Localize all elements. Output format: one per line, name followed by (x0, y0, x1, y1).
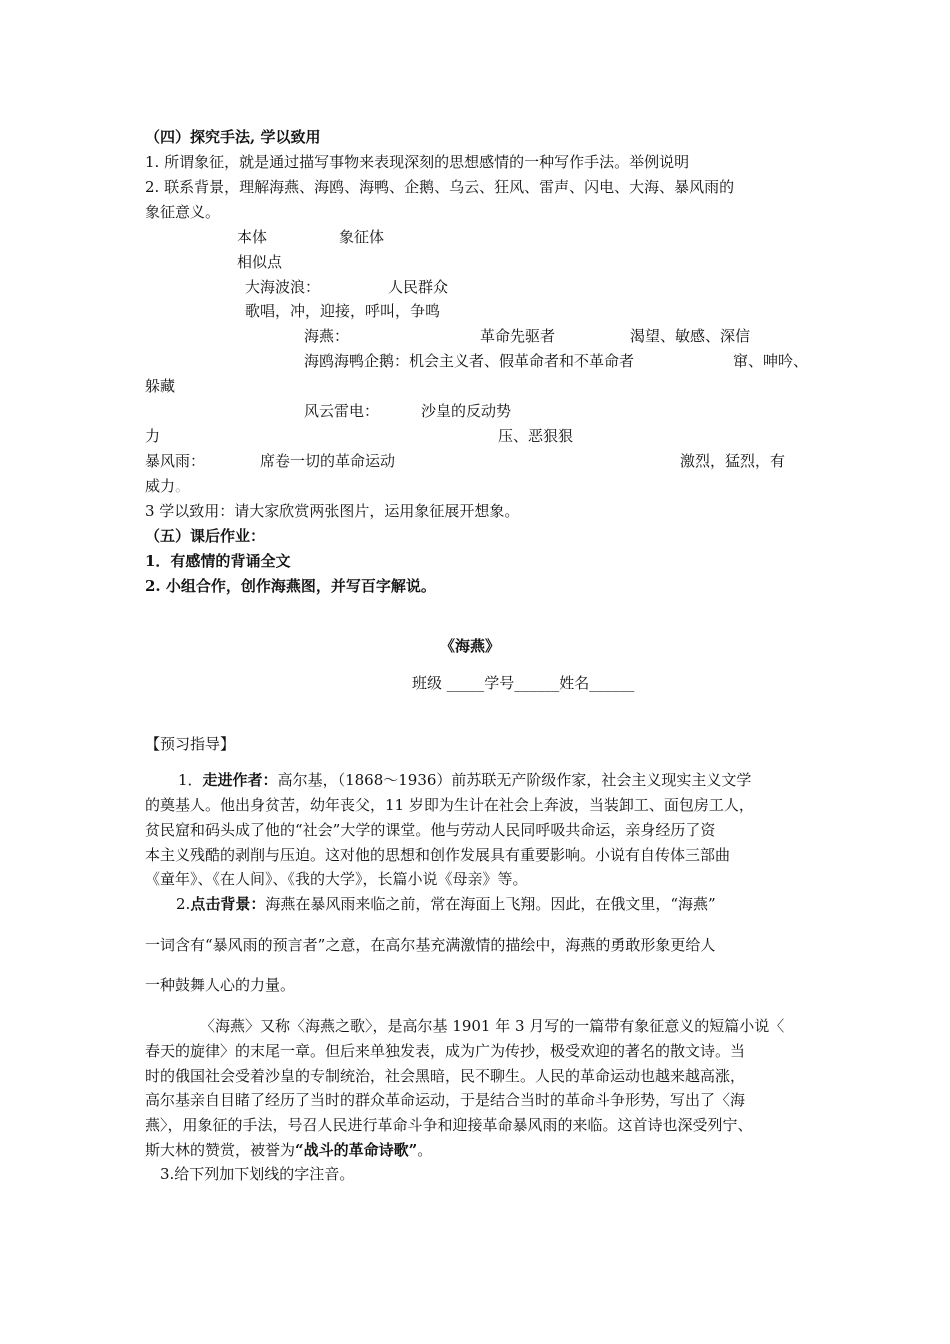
section5-heading: （五）课后作业： (145, 527, 266, 545)
section4-heading: （四）探究手法, 学以致用 (145, 128, 321, 146)
row2-similar: 渴望、敏感、深信 (630, 327, 751, 345)
preview-p1-num: 1． (178, 771, 203, 789)
preview-p3-line2: 春天的旋律〉的末尾一章。但后来单独发表，成为广为传抄，极受欢迎的著名的散文诗。当 (145, 1042, 746, 1060)
worksheet-title: 《海燕》 (440, 637, 501, 655)
preview-p3-line4: 高尔基亲自目睹了经历了当时的群众革命运动，于是结合当时的革命斗争形势，写出了〈海 (145, 1091, 746, 1109)
preview-p1-line1 (178, 770, 751, 790)
row4-symbol: 沙皇的反动势 (421, 402, 512, 420)
section4-item2-line1: 2. 联系背景，理解海燕、海鸥、海鸭、企鹅、乌云、狂风、雷声、闪电、大海、暴风雨的 (145, 178, 735, 196)
preview-p2-line1 (176, 894, 716, 914)
row5-period: 。 (175, 477, 191, 495)
row3-similar: 窜、呻吟、 (733, 352, 809, 370)
preview-p3-line5: 燕〉，用象征的手法，号召人民进行革命斗争和迎接革命暴风雨的来临。这首诗也深受列宁、 (145, 1116, 753, 1134)
preview-p2-text: 海燕在暴风雨来临之前，常在海面上飞翔。因此，在俄文里，“海燕” (265, 895, 716, 913)
preview-p1-line2: 的奠基人。他出身贫苦，幼年丧父，11 岁即为生计在社会上奔波，当装卸工、面包房工人， (145, 796, 754, 814)
section4-item1: 1. 所谓象征，就是通过描写事物来表现深刻的思想感情的一种写作手法。举例说明 (145, 153, 690, 171)
preview-p1-text: 高尔基，（1868～1936）前苏联无产阶级作家，社会主义现实主义文学 (277, 771, 752, 789)
homework-1: 1．有感情的背诵全文 (145, 552, 291, 570)
preview-p2-num: 2. (176, 895, 191, 913)
row5-similar-cont (145, 476, 190, 496)
preview-p3-line1: 〈海燕〉又称〈海燕之歌〉，是高尔基 1901 年 3 月写的一篇带有象征意义的短篇小说〈 (200, 1017, 785, 1035)
homework-2: 2. 小组合作，创作海燕图，并写百字解说。 (145, 577, 436, 595)
preview-p1-line4: 本主义残酷的剥削与压迫。这对他的思想和创作发展具有重要影响。小说有自传体三部曲 (145, 846, 731, 864)
preview-p3-line6-text: 斯大林的赞赏，被誉为 (145, 1141, 296, 1159)
row4-similar: 压、恶狠狠 (498, 427, 574, 445)
preview-p1-line5: 《童年》、《在人间》、《我的大学》，长篇小说《母亲》等。 (145, 870, 528, 888)
preview-heading: 【预习指导】 (145, 735, 236, 753)
preview-p3-line6 (145, 1140, 432, 1160)
row5-similar-cont-text: 威力 (145, 477, 176, 495)
preview-p3-period: 。 (417, 1141, 433, 1159)
row5-symbol: 席卷一切的革命运动 (260, 452, 396, 470)
preview-p3-quote: “战斗的革命诗歌” (295, 1141, 418, 1159)
preview-p1-label: 走进作者： (202, 771, 278, 789)
row4-symbol-cont: 力 (145, 427, 161, 445)
col-xiangsidian-label: 相似点 (237, 253, 283, 271)
preview-p2-line2: 一词含有“暴风雨的预言者”之意，在高尔基充满激情的描绘中，海燕的勇敢形象更给人 (145, 936, 716, 954)
section4-item3: 3 学以致用：请大家欣赏两张图片，运用象征展开想象。 (145, 502, 520, 520)
row1-similar: 歌唱，冲，迎接，呼叫，争鸣 (245, 302, 441, 320)
row1-symbol: 人民群众 (388, 278, 449, 296)
preview-p3-line3: 时的俄国社会受着沙皇的专制统治，社会黑暗，民不聊生。人民的革命运动也越来越高涨， (145, 1067, 746, 1085)
preview-p1-line3: 贫民窟和码头成了他的“社会”大学的课堂。他与劳动人民同呼吸共命运，亲身经历了资 (145, 821, 716, 839)
row3-similar-cont: 躲藏 (145, 377, 176, 395)
row5-similar: 激烈，猛烈，有 (680, 452, 786, 470)
preview-p2-line3: 一种鼓舞人心的力量。 (145, 976, 296, 994)
preview-p2-label: 点击背景： (190, 895, 266, 913)
row2-benti: 海燕： (304, 327, 350, 345)
row2-symbol: 革命先驱者 (480, 327, 556, 345)
section4-item2-line2: 象征意义。 (145, 203, 221, 221)
row5-benti: 暴风雨： (145, 452, 206, 470)
row1-benti: 大海波浪： (245, 278, 321, 296)
col-benti-label: 本体 (237, 228, 268, 246)
row4-benti: 风云雷电： (304, 402, 380, 420)
col-xiangzhengti-label: 象征体 (339, 228, 385, 246)
row3-benti-symbol: 海鸥海鸭企鹅：机会主义者、假革命者和不革命者 (304, 352, 635, 370)
worksheet-info-line: 班级 _____学号______姓名______ (412, 674, 635, 692)
preview-p4: 3.给下列加下划线的字注音。 (160, 1165, 355, 1183)
